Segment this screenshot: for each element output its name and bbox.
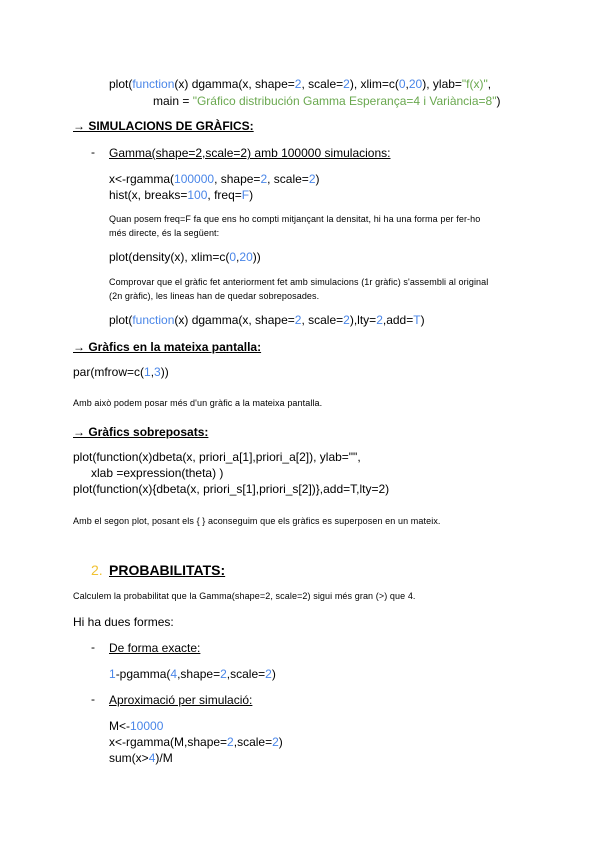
code-line-par: par(mfrow=c(1,3)) (73, 365, 169, 379)
code-line-m: M<-10000 (109, 719, 164, 733)
code-line-hist: hist(x, breaks=100, freq=F) (109, 188, 254, 202)
code-line-sum: sum(x>4)/M (109, 751, 173, 765)
code-line-plot-gamma: plot(function(x) dgamma(x, shape=2, scale=2), xlim=c(0,20), ylab="f(x)", (109, 77, 492, 91)
code-line-main-title: main = "Gráfico distribución Gamma Esperança=4 i Variància=8") (153, 94, 501, 108)
note-compare-line1: Comprovar que el gràfic fet anteriorment fet amb simulacions (1r gràfic) s'assembli al original (109, 277, 489, 287)
exact-title: De forma exacte: (109, 641, 201, 655)
simulation-title: Aproximació per simulació: (109, 693, 253, 707)
note-sobreposats: Amb el segon plot, posant els { } aconseguim que els gràfics es superposen en un mateix. (73, 516, 441, 526)
note-mateixa: Amb això podem posar més d'un gràfic a la mateixa pantalla. (73, 398, 323, 408)
code-line-dbeta-2: xlab =expression(theta) ) (91, 466, 224, 480)
code-line-plot-add: plot(function(x) dgamma(x, shape=2, scale=2),lty=2,add=T) (109, 313, 425, 327)
sim-title: Gamma(shape=2,scale=2) amb 100000 simulacions: (109, 146, 391, 160)
code-line-dbeta-1: plot(function(x)dbeta(x, priori_a[1],priori_a[2]), ylab="", (73, 450, 361, 464)
code-line-rgamma: x<-rgamma(100000, shape=2, scale=2) (109, 172, 320, 186)
heading-sobreposats: → Gràfics sobreposats: (73, 425, 209, 439)
note-compare-line2: (2n gràfic), les lineas han de quedar sobreposades. (109, 291, 320, 301)
note-freq-line1: Quan posem freq=F fa que ens ho compti mitjançant la densitat, hi ha una forma per fer-ho (109, 214, 481, 224)
section-number: 2. (91, 562, 103, 578)
bullet-dash: - (91, 145, 95, 159)
heading-mateixa-pantalla: → Gràfics en la mateixa pantalla: (73, 340, 262, 354)
prob-forms: Hi ha dues formes: (73, 615, 174, 629)
note-freq-line2: més directe, és la següent: (109, 228, 220, 238)
code-line-rgamma-m: x<-rgamma(M,shape=2,scale=2) (109, 735, 283, 749)
code-line-density: plot(density(x), xlim=c(0,20)) (109, 250, 261, 264)
heading-simulacions: → SIMULACIONS DE GRÀFICS: (73, 119, 254, 133)
bullet-dash: - (91, 692, 95, 706)
bullet-dash: - (91, 640, 95, 654)
heading-probabilitats: PROBABILITATS: (109, 562, 226, 578)
code-line-pgamma: 1-pgamma(4,shape=2,scale=2) (109, 667, 276, 681)
prob-intro: Calculem la probabilitat que la Gamma(shape=2, scale=2) sigui més gran (>) que 4. (73, 591, 416, 601)
code-line-dbeta-3: plot(function(x){dbeta(x, priori_s[1],priori_s[2])},add=T,lty=2) (73, 482, 390, 496)
